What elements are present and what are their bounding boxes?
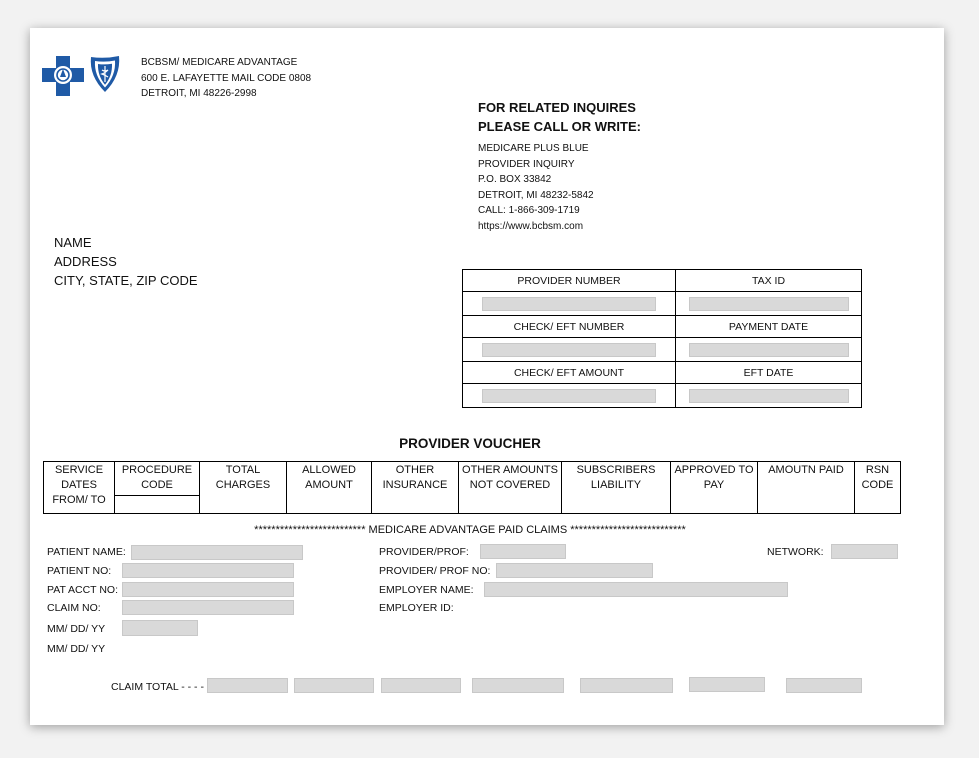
recipient-city: CITY, STATE, ZIP CODE bbox=[54, 273, 198, 288]
claim-no-label: CLAIM NO: bbox=[47, 602, 101, 614]
other-insurance-total[interactable] bbox=[381, 678, 461, 693]
recipient-address-line: ADDRESS bbox=[54, 254, 117, 269]
patient-name-label: PATIENT NAME: bbox=[47, 546, 126, 558]
eft-date-field[interactable] bbox=[689, 389, 849, 403]
date-label-1: MM/ DD/ YY bbox=[47, 623, 106, 635]
network-label: NETWORK: bbox=[767, 546, 824, 558]
employer-id-label: EMPLOYER ID: bbox=[379, 602, 454, 614]
pat-acct-no-field[interactable] bbox=[122, 582, 294, 597]
tax-id-field[interactable] bbox=[689, 297, 849, 311]
allowed-amount-total[interactable] bbox=[294, 678, 374, 693]
check-eft-amount-label: CHECK/ EFT AMOUNT bbox=[463, 362, 676, 384]
recipient-address bbox=[54, 233, 198, 290]
col-subscribers-liability: SUBSCRIBERS LIABILITY bbox=[562, 462, 671, 514]
employer-name-field[interactable] bbox=[484, 582, 788, 597]
col-amount-paid: AMOUTN PAID bbox=[758, 462, 855, 514]
inquiry-heading-2: PLEASE CALL OR WRITE: bbox=[478, 119, 641, 134]
total-charges-total[interactable] bbox=[207, 678, 288, 693]
voucher-header-table bbox=[43, 461, 901, 514]
payment-date-label: PAYMENT DATE bbox=[676, 316, 862, 338]
subscribers-liability-total[interactable] bbox=[580, 678, 673, 693]
pat-acct-no-label: PAT ACCT NO: bbox=[47, 584, 118, 596]
patient-name-field[interactable] bbox=[131, 545, 303, 560]
col-total-charges: TOTAL CHARGES bbox=[200, 462, 287, 514]
col-allowed-amount: ALLOWED AMOUNT bbox=[287, 462, 372, 514]
amount-paid-total[interactable] bbox=[786, 678, 862, 693]
approved-to-pay-total[interactable] bbox=[689, 677, 765, 692]
check-eft-number-field[interactable] bbox=[482, 343, 656, 357]
inquiry-line: PROVIDER INQUIRY bbox=[478, 158, 575, 170]
check-eft-amount-field[interactable] bbox=[482, 389, 656, 403]
patient-no-label: PATIENT NO: bbox=[47, 565, 112, 577]
col-other-not-covered: OTHER AMOUNTS NOT COVERED bbox=[459, 462, 562, 514]
inquiry-phone: CALL: 1-866-309-1719 bbox=[478, 205, 580, 216]
blue-shield-icon bbox=[91, 56, 119, 92]
paid-claims-banner: ************************** MEDICARE ADVANTAGE PAID CLAIMS *************************** bbox=[254, 524, 686, 536]
payment-date-field[interactable] bbox=[689, 343, 849, 357]
inquiry-heading-1: FOR RELATED INQUIRES bbox=[478, 100, 636, 115]
network-field[interactable] bbox=[831, 544, 898, 559]
date-field[interactable] bbox=[122, 620, 198, 636]
inquiry-line: MEDICARE PLUS BLUE bbox=[478, 143, 589, 154]
col-procedure-code: PROCEDURE CODE bbox=[115, 462, 199, 496]
col-service-dates: SERVICE DATES FROM/ TO bbox=[44, 462, 115, 514]
sender-address bbox=[141, 55, 311, 102]
inquiry-line: DETROIT, MI 48232-5842 bbox=[478, 189, 594, 201]
employer-name-label: EMPLOYER NAME: bbox=[379, 584, 474, 596]
voucher-page bbox=[30, 28, 944, 725]
patient-no-field[interactable] bbox=[122, 563, 294, 578]
other-not-covered-total[interactable] bbox=[472, 678, 564, 693]
tax-id-label: TAX ID bbox=[676, 270, 862, 292]
sender-line3: DETROIT, MI 48226-2998 bbox=[141, 88, 257, 99]
check-eft-number-label: CHECK/ EFT NUMBER bbox=[463, 316, 676, 338]
inquiry-website: https://www.bcbsm.com bbox=[478, 220, 584, 232]
recipient-name: NAME bbox=[54, 235, 92, 250]
col-approved-to-pay: APPROVED TO PAY bbox=[671, 462, 758, 514]
col-rsn-code: RSN CODE bbox=[855, 462, 901, 514]
sender-line1: BCBSM/ MEDICARE ADVANTAGE bbox=[141, 57, 298, 68]
claim-total-label: CLAIM TOTAL - - - - bbox=[111, 681, 204, 693]
inquiry-block bbox=[478, 98, 641, 234]
provider-prof-field[interactable] bbox=[480, 544, 566, 559]
provider-prof-no-label: PROVIDER/ PROF NO: bbox=[379, 565, 491, 577]
inquiry-line: P.O. BOX 33842 bbox=[478, 174, 552, 185]
eft-date-label: EFT DATE bbox=[676, 362, 862, 384]
date-label-2: MM/ DD/ YY bbox=[47, 643, 106, 655]
payment-info-table bbox=[462, 269, 862, 408]
provider-number-label: PROVIDER NUMBER bbox=[463, 270, 676, 292]
col-other-insurance: OTHER INSURANCE bbox=[372, 462, 459, 514]
provider-number-field[interactable] bbox=[482, 297, 656, 311]
blue-cross-icon bbox=[42, 56, 84, 96]
sender-line2: 600 E. LAFAYETTE MAIL CODE 0808 bbox=[141, 72, 312, 84]
claim-no-field[interactable] bbox=[122, 600, 294, 615]
procedure-code-cell bbox=[115, 496, 199, 513]
provider-prof-no-field[interactable] bbox=[496, 563, 653, 578]
provider-prof-label: PROVIDER/PROF: bbox=[379, 546, 469, 558]
voucher-title: PROVIDER VOUCHER bbox=[399, 436, 541, 451]
blue-cross-blue-shield-logo bbox=[42, 54, 122, 98]
